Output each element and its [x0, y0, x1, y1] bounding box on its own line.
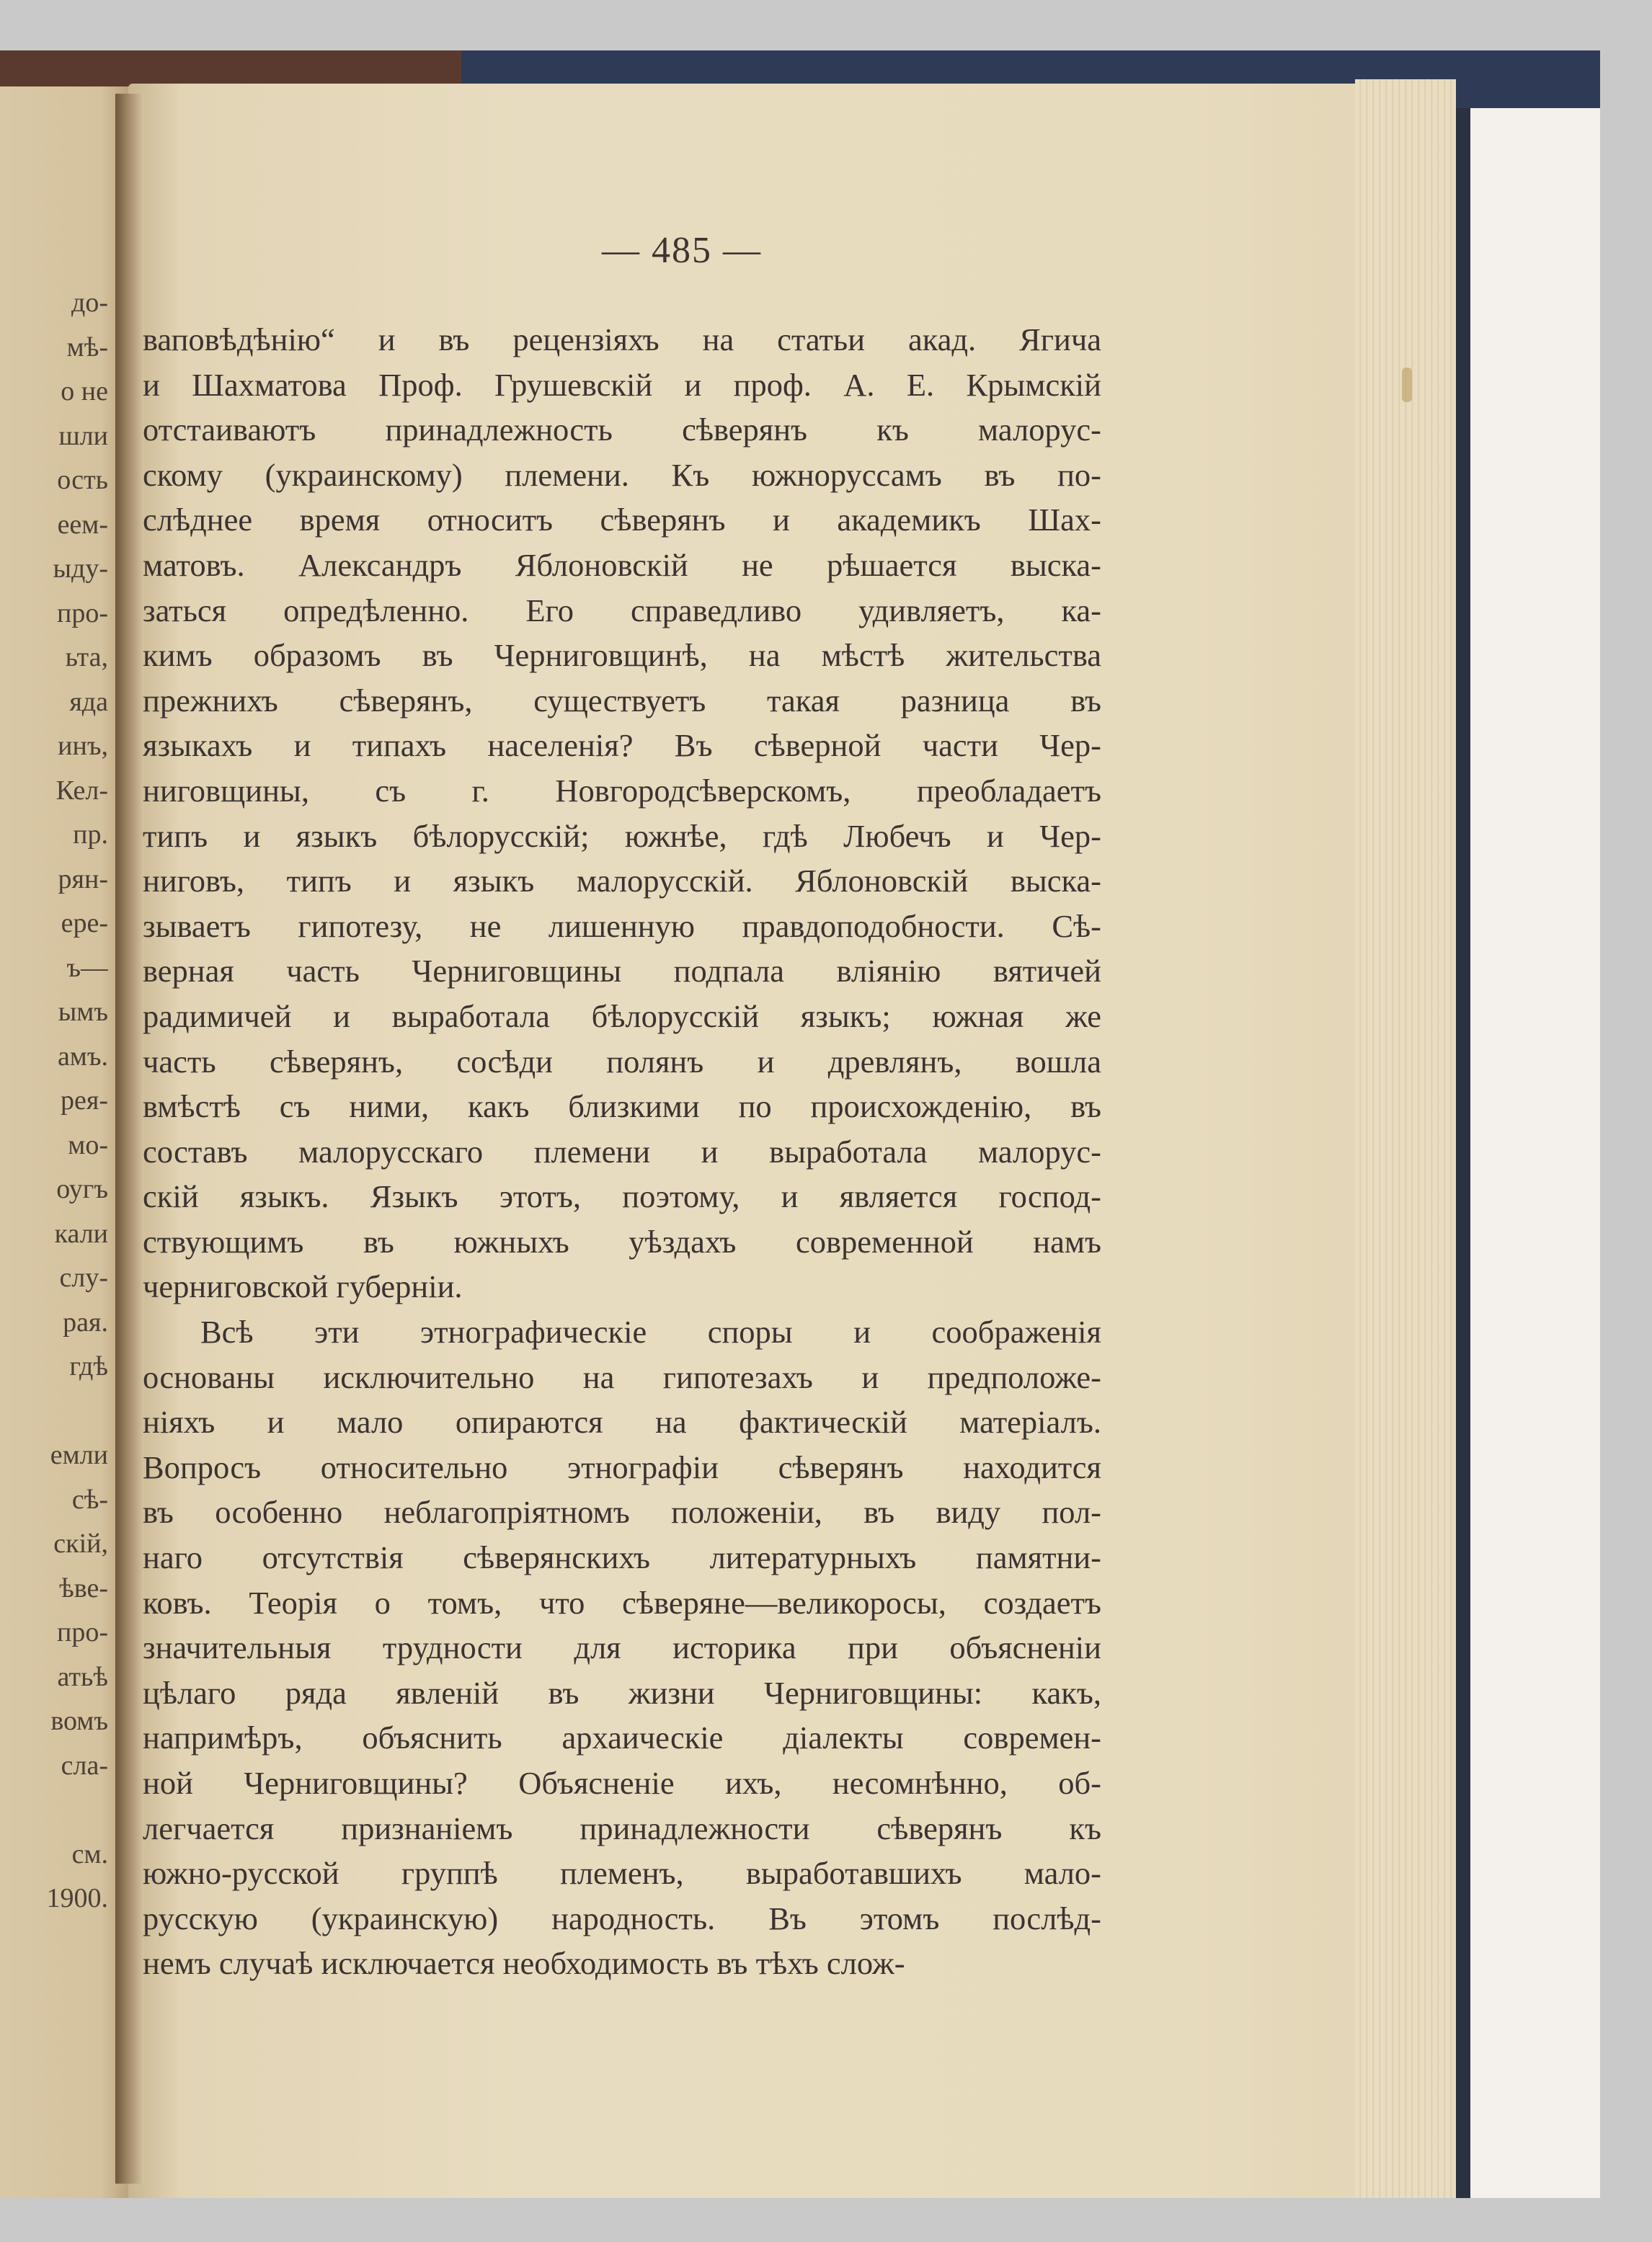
- left-page-fragment: еем-: [57, 509, 108, 540]
- text-line: ковъ. Теорія о томъ, что сѣверяне—великоросы, создаетъ: [143, 1584, 1101, 1621]
- text-line: отстаиваютъ принадлежность сѣверянъ къ малорус-: [143, 412, 1101, 448]
- text-line: Вопросъ относительно этнографіи сѣверянъ находится: [143, 1449, 1101, 1485]
- left-page-fragment: яда: [69, 686, 108, 717]
- text-line: скій языкъ. Языкъ этотъ, поэтому, и является господ-: [143, 1178, 1101, 1215]
- text-line: наго отсутствія сѣверянскихъ литературныхъ памятни-: [143, 1539, 1101, 1576]
- left-page-fragment: ымъ: [58, 997, 108, 1027]
- text-line: значительныя трудности для историка при объясненіи: [143, 1629, 1101, 1666]
- text-line: вмѣстѣ съ ними, какъ близкими по происхожденію, въ: [143, 1088, 1101, 1125]
- left-page-fragment: кали: [54, 1218, 108, 1249]
- text-line: зываетъ гипотезу, не лишенную правдоподобности. Сѣ-: [143, 907, 1101, 944]
- left-page-fragment: см.: [71, 1838, 108, 1869]
- text-line: языкахъ и типахъ населенія? Въ сѣверной части Чер-: [143, 727, 1101, 764]
- text-line: ной Черниговщины? Объясненіе ихъ, несомнѣнно, об-: [143, 1765, 1101, 1801]
- text-line: Всѣ эти этнографическіе споры и соображенія: [200, 1314, 1101, 1351]
- left-page-fragment: ыду-: [53, 553, 108, 584]
- left-page-fragment: мѣ-: [66, 332, 108, 362]
- book-gutter: [115, 94, 144, 2184]
- text-line: ствующимъ въ южныхъ уѣздахъ современной намъ: [143, 1223, 1101, 1260]
- left-page-fragment: инъ,: [58, 731, 108, 761]
- left-page-fragment: до-: [71, 288, 108, 318]
- left-page-fragment: 1900.: [46, 1883, 108, 1913]
- body-text-column: [143, 317, 1101, 1986]
- left-page-fragment: ость: [57, 465, 108, 495]
- left-page-fragment: о не: [61, 376, 108, 406]
- left-page-fragment: сла-: [61, 1750, 108, 1781]
- left-page-fragment: ѣве-: [59, 1572, 108, 1603]
- left-page-fragment: оугъ: [56, 1174, 108, 1204]
- text-line: напримѣръ, объяснить архаическіе діалекты современ-: [143, 1720, 1101, 1756]
- left-page-fragment: рея-: [61, 1085, 108, 1116]
- left-page-fragment: емли: [50, 1440, 108, 1470]
- text-line: типъ и языкъ бѣлорусскій; южнѣе, гдѣ Любечъ и Чер-: [143, 817, 1101, 854]
- left-page-fragment: гдѣ: [69, 1351, 108, 1382]
- text-line: ниговщины, съ г. Новгородсѣверскомъ, преобладаетъ: [143, 772, 1101, 809]
- text-line: ніяхъ и мало опираются на фактическій матеріалъ.: [143, 1404, 1101, 1441]
- text-line: верная часть Черниговщины подпала вліянію вятичей: [143, 953, 1101, 989]
- left-page-fragment: амъ.: [57, 1041, 108, 1072]
- left-page-fragment: [0, 1389, 108, 1434]
- left-page-fragment: скій,: [53, 1529, 108, 1559]
- page-number-text: — 485 —: [602, 230, 762, 271]
- left-page-fragment: шли: [58, 420, 108, 451]
- left-page-fragment: мо-: [68, 1129, 108, 1160]
- text-line: цѣлаго ряда явленій въ жизни Черниговщины: какъ,: [143, 1674, 1101, 1711]
- text-line: въ особенно неблагопріятномъ положеніи, въ виду пол-: [143, 1494, 1101, 1531]
- text-line: прежнихъ сѣверянъ, существуетъ такая разница въ: [143, 682, 1101, 719]
- text-line: часть сѣверянъ, сосѣди полянъ и древлянъ, вошла: [143, 1043, 1101, 1080]
- left-page-fragment: сѣ-: [71, 1484, 108, 1515]
- left-page-fragment: ъ—: [66, 952, 108, 983]
- paper-stain: [1402, 368, 1412, 402]
- text-line: немъ случаѣ исключается необходимость въ тѣхъ слож-: [143, 1945, 905, 1982]
- background-right-surface: [1470, 108, 1600, 2198]
- text-line: основаны исключительно на гипотезахъ и предположе-: [143, 1358, 1101, 1395]
- text-line: скому (украинскому) племени. Къ южноруссамъ въ по-: [143, 456, 1101, 493]
- left-page-fragment: Кел-: [55, 775, 108, 806]
- left-page-text-fragments: [0, 281, 108, 1921]
- text-line: легчается признаніемъ принадлежности сѣверянъ къ: [143, 1810, 1101, 1846]
- left-page-fragment: атьѣ: [57, 1661, 108, 1692]
- text-line: заться опредѣленно. Его справедливо удивляетъ, ка-: [143, 592, 1101, 628]
- text-line: ваповѣдѣнію“ и въ рецензіяхъ на статьи акад. Ягича: [143, 321, 1101, 357]
- text-line: слѣднее время относитъ сѣверянъ и академикъ Шах-: [143, 502, 1101, 538]
- left-page-fragment: ере-: [61, 908, 108, 938]
- text-line: радимичей и выработала бѣлорусскій языкъ; южная же: [143, 997, 1101, 1034]
- left-page-fragment: ьта,: [65, 642, 108, 672]
- text-line: и Шахматова Проф. Грушевскій и проф. А. Е. Крымскій: [143, 366, 1101, 403]
- text-line: матовъ. Александръ Яблоновскій не рѣшается выска-: [143, 546, 1101, 583]
- left-page-fragment: вомъ: [50, 1706, 108, 1736]
- text-line: южно-русской группѣ племенъ, выработавшихъ мало-: [143, 1855, 1101, 1892]
- left-page-fragment: пр.: [73, 819, 108, 850]
- text-line: ниговъ, типъ и языкъ малорусскій. Яблоновскій выска-: [143, 863, 1101, 899]
- text-line: русскую (украинскую) народность. Въ этомъ послѣд-: [143, 1900, 1101, 1936]
- left-page-fragment: про-: [57, 1617, 108, 1647]
- left-page-fragment: [0, 1788, 108, 1833]
- text-line: черниговской губерніи.: [143, 1268, 463, 1305]
- left-page-fragment: рян-: [58, 863, 108, 894]
- left-page-fragment: рая.: [63, 1307, 108, 1338]
- left-page-fragment: про-: [57, 597, 108, 628]
- text-line: кимъ образомъ въ Черниговщинѣ, на мѣстѣ жительства: [143, 637, 1101, 674]
- left-page-fragment: слу-: [59, 1263, 108, 1293]
- page-number: [0, 229, 1652, 272]
- text-line: составъ малорусскаго племени и выработала малорус-: [143, 1133, 1101, 1170]
